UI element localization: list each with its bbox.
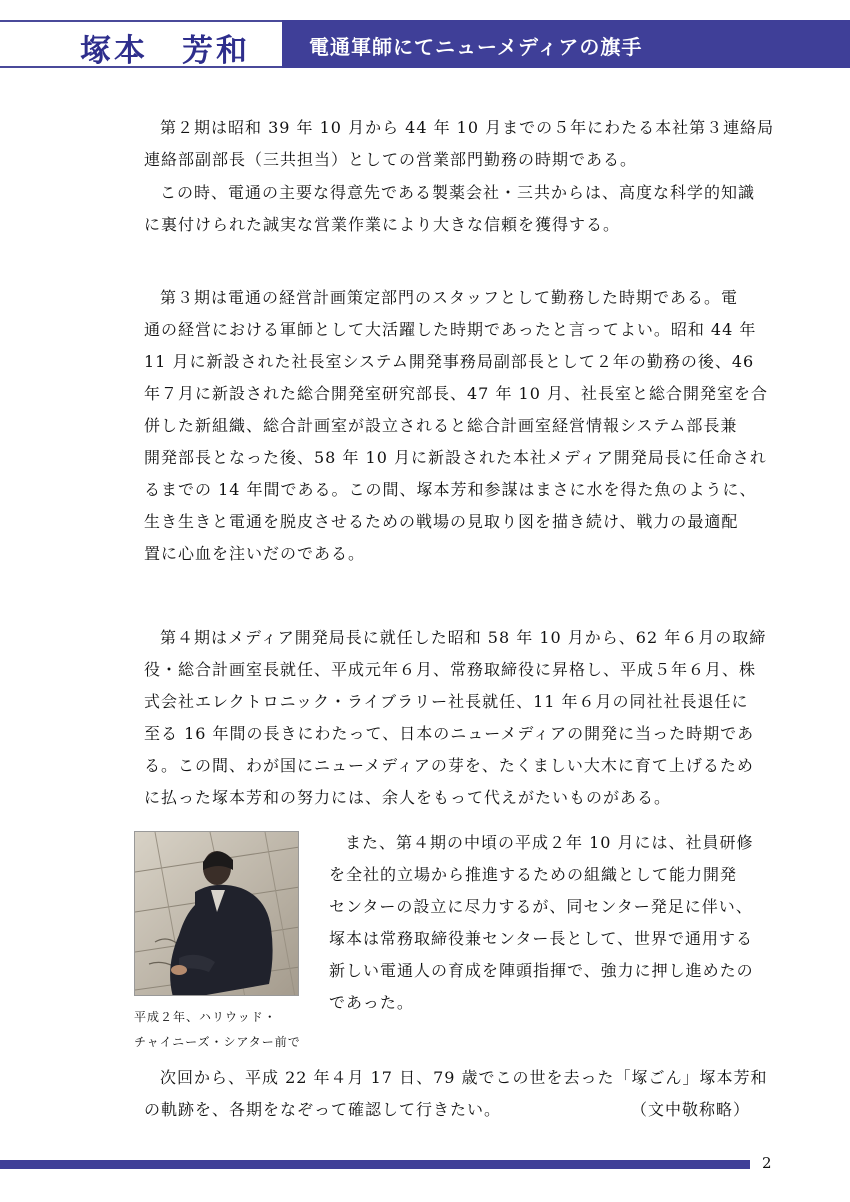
text-line: 第３期は電通の経営計画策定部門のスタッフとして勤務した時期である。電 [160,288,739,307]
photo-illustration [135,832,299,996]
text-line: 次回から、平成 22 年４月 17 日、79 歳でこの世を去った「塚ごん」塚本芳和 [160,1068,768,1087]
text-line: 式会社エレクトロニック・ライブラリー社長就任、11 年６月の同社社長退任に [144,692,749,711]
text-line: であった。 [329,993,414,1012]
text-line: この時、電通の主要な得意先である製薬会社・三共からは、高度な科学的知識 [160,183,756,202]
page-number: 2 [762,1154,772,1172]
footer-bar [0,1160,750,1169]
text-line: るまでの 14 年間である。この間、塚本芳和参謀はまさに水を得た魚のように、 [144,480,757,499]
page-header [0,0,850,72]
text-line: センターの設立に尽力するが、同センター発足に伴い、 [329,897,753,916]
text-line: 通の経営における軍師として大活躍した時期であったと言ってよい。昭和 44 年 [144,320,757,339]
text-line: また、第４期の中頃の平成２年 10 月には、社員研修 [345,833,754,852]
text-line: 置に心血を注いだのである。 [144,544,366,563]
text-line: の軌跡を、各期をなぞって確認して行きたい。 [144,1100,502,1119]
text-line: 至る 16 年間の長きにわたって、日本のニューメディアの開発に当った時期であ [144,724,755,743]
text-line: 第２期は昭和 39 年 10 月から 44 年 10 月までの５年にわたる本社第３連絡局 [160,118,775,137]
text-line: 役・総合計画室長就任、平成元年６月、常務取締役に昇格し、平成５年６月、株 [144,660,757,679]
text-line: 11 月に新設された社長室システム開発事務局副部長として２年の勤務の後、46 [144,352,755,371]
text-line: る。この間、わが国にニューメディアの芽を、たくましい大木に育て上げるため [144,756,754,775]
hollywood-photo [134,831,299,996]
header-band [282,20,850,68]
text-line: 連絡部副部長（三共担当）としての営業部門勤務の時期である。 [144,150,638,169]
text-line: 新しい電通人の育成を陣頭指揮で、強力に押し進めたの [329,961,754,980]
text-line: 開発部長となった後、58 年 10 月に新設された本社メディア開発局長に任命され [144,448,767,467]
text-line: に裏付けられた誠実な営業作業により大きな信頼を獲得する。 [144,215,621,234]
text-line: 塚本は常務取締役兼センター長として、世界で通用する [329,929,754,948]
text-line: 生き生きと電通を脱皮させるための戦場の見取り図を描き続け、戦力の最適配 [144,512,739,531]
photo-caption-line-1: 平成２年、ハリウッド・ [134,1010,277,1024]
header-name-box [0,20,282,68]
text-line: に払った塚本芳和の努力には、余人をもって代えがたいものがある。 [144,788,672,807]
text-line: 併した新組織、総合計画室が設立されると総合計画室経営情報システム部長兼 [144,416,738,435]
text-line: を全社的立場から推進するための組織として能力開発 [329,865,738,884]
honorifics-note: （文中敬称略） [631,1100,751,1119]
person-name: 塚本 芳和 [80,33,250,69]
article-subtitle: 電通軍師にてニューメディアの旗手 [309,35,643,59]
text-line: 年７月に新設された総合開発室研究部長、47 年 10 月、社長室と総合開発室を合 [144,384,768,403]
photo-caption-line-2: チャイニーズ・シアター前で [134,1035,301,1049]
text-line: 第４期はメディア開発局長に就任した昭和 58 年 10 月から、62 年６月の取締 [160,628,767,647]
